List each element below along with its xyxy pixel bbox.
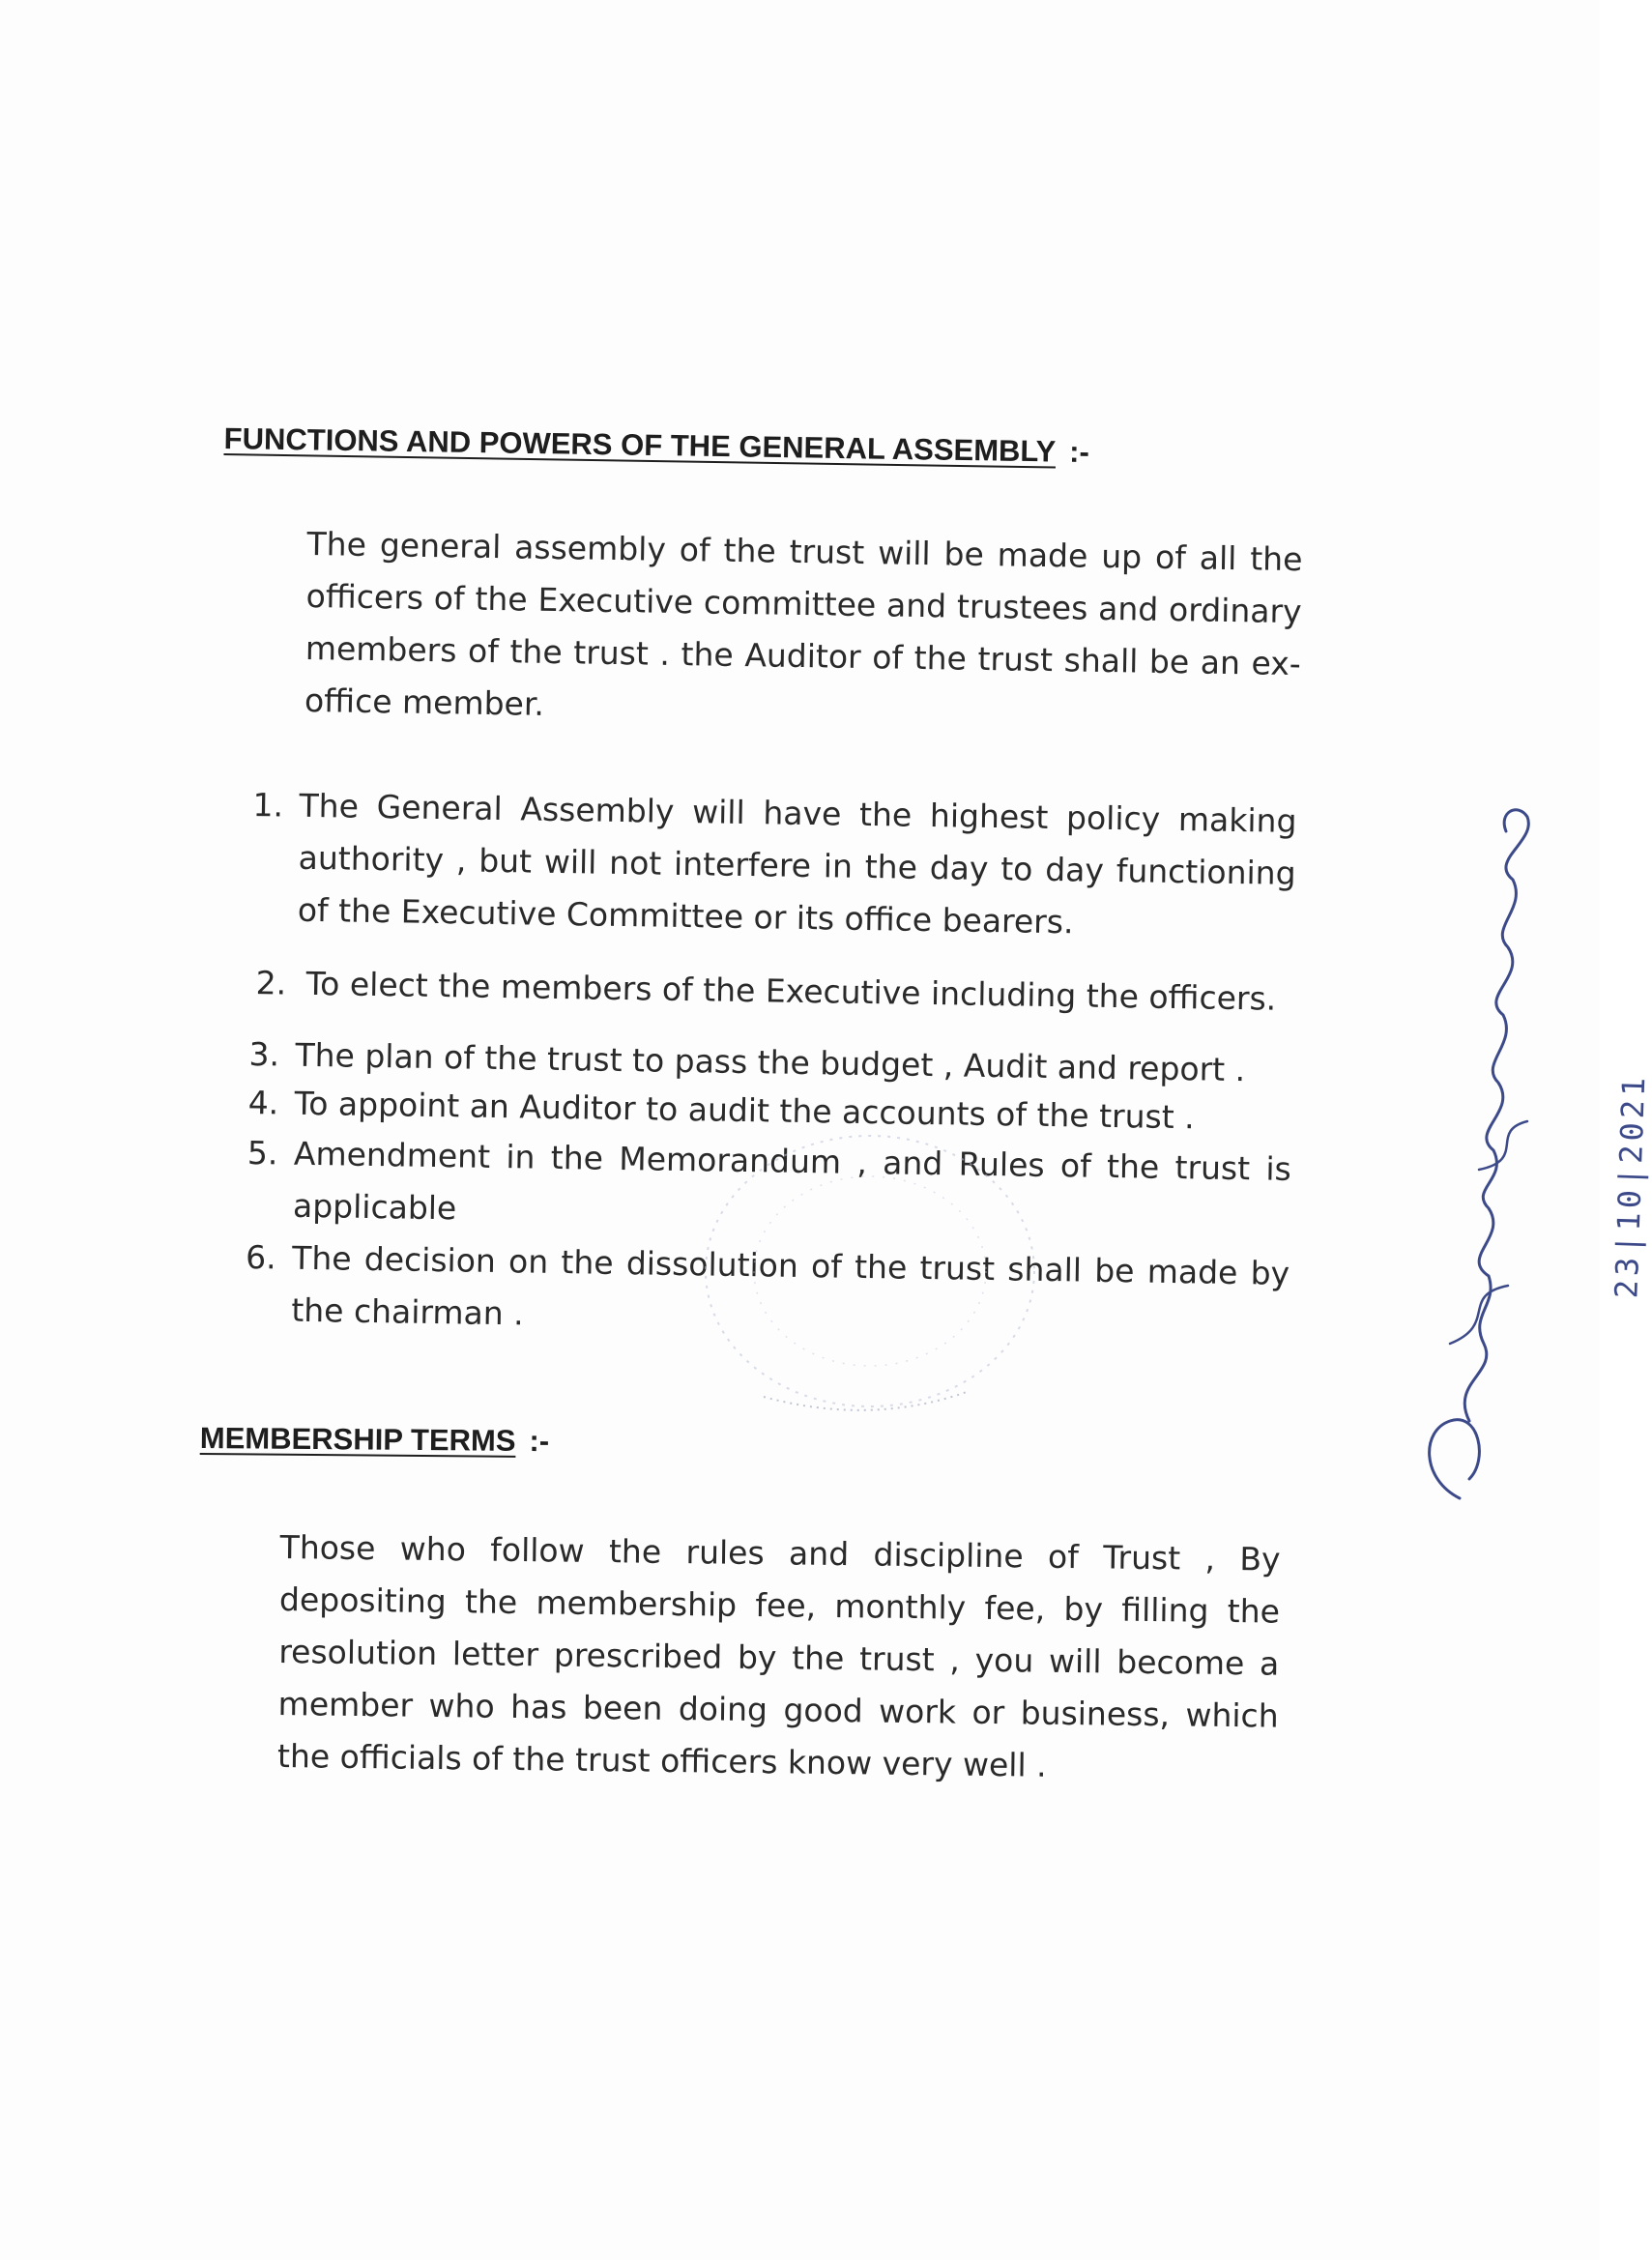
signature-date: 23|10|2021 (1608, 1073, 1652, 1299)
list-item-text: To appoint an Auditor to audit the accounts of the trust . (294, 1084, 1195, 1137)
list-item (250, 779, 1296, 952)
list-item-number: 1. (252, 785, 284, 825)
list-item-number: 3. (248, 1034, 280, 1074)
section-heading-general-assembly (223, 421, 1089, 470)
heading-suffix: :- (529, 1423, 550, 1459)
functions-list (245, 779, 1297, 1352)
list-item-number: 6. (245, 1237, 277, 1277)
list-item (246, 1127, 1292, 1248)
list-item-number: 5. (246, 1133, 278, 1173)
list-item-text: The decision on the dissolution of the trust shall be made by the chairman . (291, 1238, 1290, 1333)
heading-text: MEMBERSHIP TERMS (199, 1421, 516, 1458)
list-item (245, 1231, 1290, 1352)
list-item-text: The plan of the trust to pass the budget , Audit and report . (295, 1035, 1246, 1089)
list-item (249, 957, 1294, 1026)
list-item-text: The General Assembly will have the highest policy making authority , but will not interfere in the day to day functioning of the Executive Committee or its office bearers. (297, 786, 1297, 942)
handwritten-signature (1392, 802, 1566, 1518)
list-item-number: 2. (255, 964, 287, 1002)
list-item-number: 4. (247, 1083, 279, 1122)
list-item-text: To elect the members of the Executive including the officers. (305, 964, 1277, 1018)
heading-text: FUNCTIONS AND POWERS OF THE GENERAL ASSEMBLY (223, 421, 1057, 469)
membership-terms-body: Those who follow the rules and discipline of Trust , By depositing the membership fee, monthly fee, by filling the resolution letter prescribed by the trust , you will become a member who has been doing good work or business, which the officials of the trust officers know very well . (276, 1527, 1281, 1784)
section-heading-membership-terms (200, 1421, 550, 1459)
general-assembly-intro: The general assembly of the trust will be made up of all the officers of the Executive committee and trustees and ordinary members of the trust . the Auditor of the trust shall be an ex-office member. (304, 524, 1303, 723)
heading-suffix: :- (1068, 434, 1090, 470)
list-item-text: Amendment in the Memorandum , and Rules of the trust is applicable (292, 1134, 1292, 1228)
